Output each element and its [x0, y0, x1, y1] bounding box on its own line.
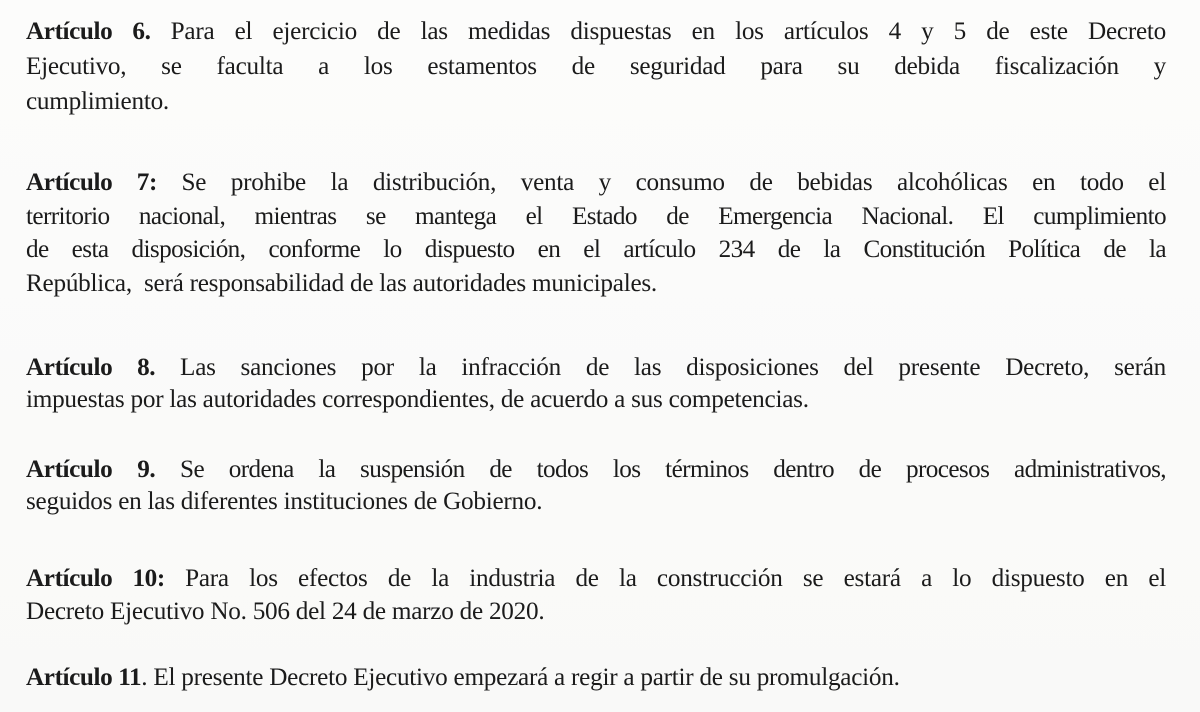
- article-6: [26, 14, 1166, 119]
- article-line: República, será responsabilidad de las autoridades municipales.: [26, 269, 657, 297]
- article-7: [26, 166, 1166, 300]
- article-text: Las sanciones por la infracción de las disposiciones del presente Decreto, serán: [155, 354, 1166, 381]
- article-text: . El presente Decreto Ejecutivo empezará a regir a partir de su promulgación.: [141, 664, 900, 691]
- article-label: Artículo 11: [26, 664, 142, 691]
- article-line: seguidos en las diferentes instituciones de Gobierno.: [26, 488, 543, 515]
- article-line: [26, 454, 1166, 486]
- article-line: [26, 352, 1166, 384]
- article-line: [26, 562, 1166, 595]
- article-8: [26, 352, 1166, 416]
- article-line: Decreto Ejecutivo No. 506 del 24 de marzo de 2020.: [26, 598, 545, 625]
- article-line: [26, 661, 1166, 694]
- article-line: [26, 166, 1166, 200]
- article-label: Artículo 8.: [26, 354, 156, 381]
- article-text: Se ordena la suspensión de todos los términos dentro de procesos administrativos,: [155, 456, 1166, 483]
- article-label: Artículo 9.: [26, 456, 156, 483]
- article-line: de esta disposición, conforme lo dispuesto en el artículo 234 de la Constitución Política de la: [26, 236, 1166, 263]
- article-text: Para los efectos de la industria de la construcción se estará a lo dispuesto en el: [164, 565, 1166, 592]
- article-9: [26, 454, 1166, 518]
- article-label: Artículo 7:: [26, 169, 157, 196]
- article-line: [26, 14, 1166, 49]
- article-line: Ejecutivo, se faculta a los estamentos de seguridad para su debida fiscalización y: [26, 53, 1166, 80]
- article-text: Para el ejercicio de las medidas dispuestas en los artículos 4 y 5 de este Decreto: [150, 18, 1166, 45]
- article-text: Se prohibe la distribución, venta y consumo de bebidas alcohólicas en todo el: [156, 169, 1166, 196]
- article-10: [26, 562, 1166, 628]
- article-11: [26, 661, 1166, 694]
- article-label: Artículo 6.: [26, 18, 151, 45]
- article-label: Artículo 10:: [26, 565, 165, 592]
- article-line: cumplimiento.: [26, 88, 169, 115]
- article-line: impuestas por las autoridades correspondientes, de acuerdo a sus competencias.: [26, 386, 809, 413]
- article-line: territorio nacional, mientras se mantega el Estado de Emergencia Nacional. El cumplimiento: [26, 202, 1166, 230]
